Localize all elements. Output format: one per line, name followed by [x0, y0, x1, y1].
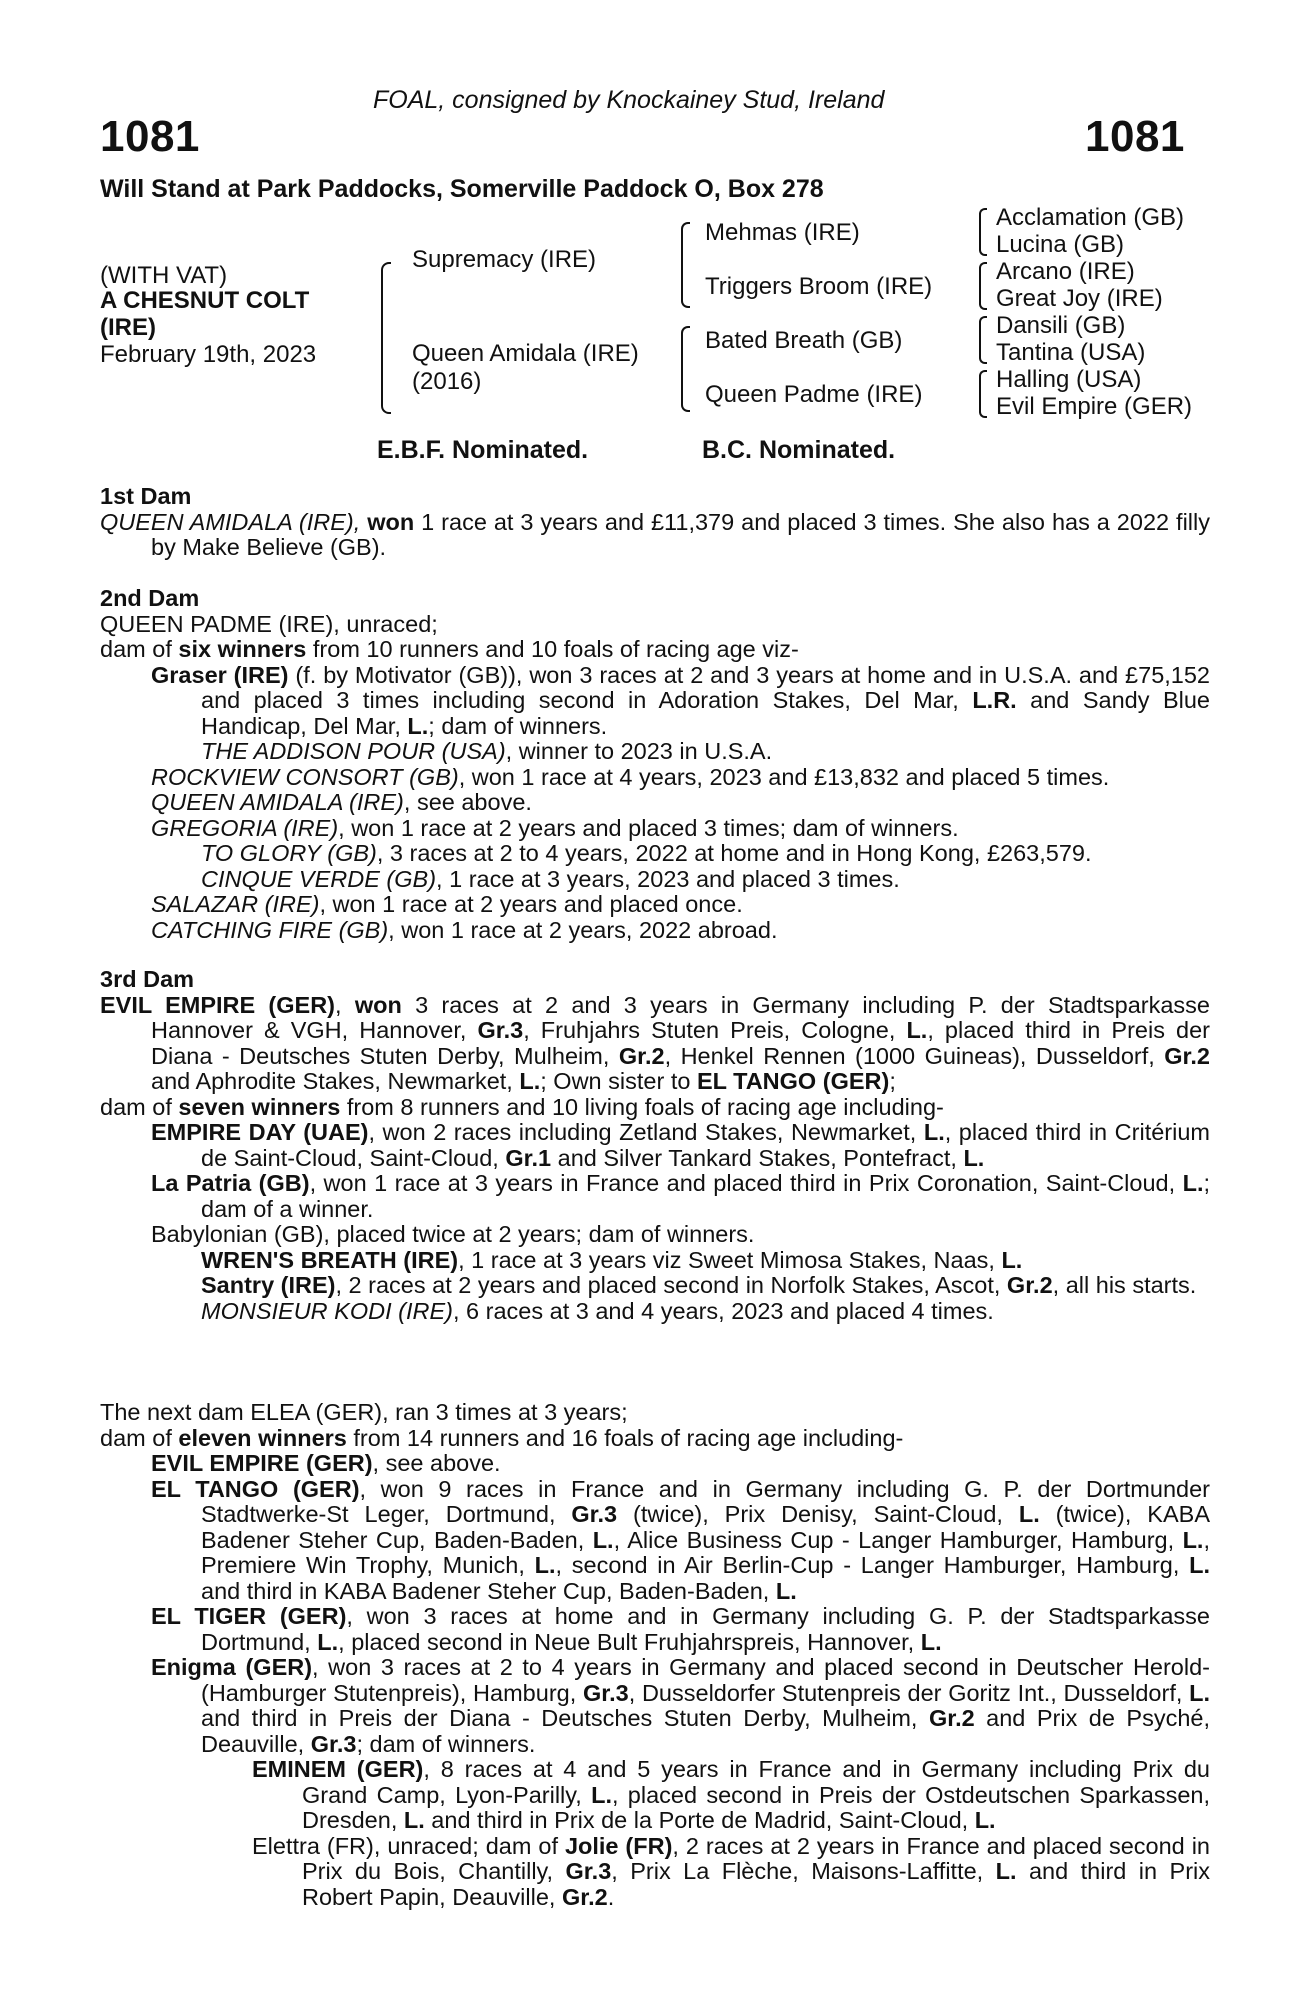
dam-of-text: dam of — [100, 636, 179, 662]
ancestor-3: Arcano (IRE) — [996, 258, 1135, 285]
tango-text-d: , Alice Business Cup - Langer Hamburger, Hamburg, — [613, 1526, 1183, 1553]
ancestor-8: Evil Empire (GER) — [996, 393, 1193, 420]
patria-name: La Patria (GB) — [151, 1170, 310, 1196]
enigma-l: L. — [1189, 1679, 1210, 1706]
bc-nomination: B.C. Nominated. — [702, 436, 896, 464]
sire-dam: Triggers Broom (IRE) — [705, 273, 933, 300]
dam-name: Queen Amidala (IRE) — [412, 340, 639, 367]
tango-text-f: , second in Air Berlin-Cup - Langer Hamburger, Hamburg, — [555, 1552, 1190, 1578]
santry-name: Santry (IRE) — [201, 1272, 336, 1298]
produce-el-tiger — [100, 1604, 1210, 1655]
first-dam-name: QUEEN AMIDALA (IRE), — [100, 508, 361, 535]
pedigree-brace-g3 — [979, 316, 987, 364]
empire-text-3: and Silver Tankard Stakes, Pontefract, — [551, 1144, 964, 1171]
rockview-text: , won 1 race at 4 years, 2023 and £13,832 and placed 5 times. — [458, 763, 1110, 790]
evil-name: EVIL EMPIRE (GER) — [151, 1450, 373, 1476]
third-dam-text-4: , Henkel Rennen (1000 Guineas), Dusseldorf, — [664, 1042, 1165, 1069]
consignment-line: FOAL, consigned by Knockainey Stud, Ireland — [373, 86, 885, 114]
horse-origin: (IRE) — [100, 314, 156, 341]
enigma-name: Enigma (GER) — [151, 1654, 313, 1680]
wren-text: , 1 race at 3 years viz Sweet Mimosa Stakes, Naas, — [458, 1246, 1002, 1273]
enigma-gr3b: Gr.3 — [310, 1730, 357, 1757]
second-dam-intro: QUEEN PADME (IRE), unraced; — [100, 610, 438, 637]
ebf-nomination: E.B.F. Nominated. — [377, 436, 589, 464]
graser-name: Graser (IRE) — [151, 661, 289, 688]
dam-of-text: dam of — [100, 1424, 179, 1451]
produce-monsieur-kodi — [100, 1299, 1210, 1325]
santry-text: , 2 races at 2 years and placed second in Norfolk Stakes, Ascot, — [335, 1272, 1007, 1298]
tango-text-a: , won 9 races in France and in Germany including G. P. der Dortmunder Stadtwerke-St Leger, Dortmund, — [201, 1475, 1210, 1527]
third-dam-text-6: ; Own sister to — [540, 1068, 697, 1094]
cinque-text: , 1 race at 3 years, 2023 and placed 3 times. — [436, 865, 900, 892]
third-dam-l1: L. — [906, 1017, 928, 1043]
produce-elettra — [100, 1834, 1210, 1911]
enigma-text-a: , won 3 races at 2 to 4 years in Germany and placed second in Deutscher Herold-(Hamburger Stutenpreis), Hamburg, — [201, 1654, 1210, 1706]
enigma-text-d: and Prix de Psyché, Deauville, — [201, 1705, 1210, 1757]
addison-name: THE ADDISON POUR (USA) — [201, 738, 506, 764]
runners-text: from 8 runners and 10 living foals of racing age including- — [340, 1093, 944, 1120]
tango-text-c: (twice), KABA Badener Steher Cup, Baden-Baden, — [201, 1501, 1210, 1553]
eminem-text-a: , 8 races at 4 and 5 years in France and in Germany including Prix du Grand Camp, Lyon-Parilly, — [302, 1756, 1210, 1808]
first-dam-section — [100, 484, 1210, 561]
first-dam-entry — [100, 510, 1210, 561]
tango-l2: L. — [592, 1526, 614, 1553]
produce-empire-day — [100, 1120, 1210, 1171]
pedigree-brace-g2 — [979, 262, 987, 310]
third-dam-gr3: Gr.3 — [477, 1017, 524, 1043]
eminem-text-c: and third in Prix de la Porte de Madrid, Saint-Cloud, — [424, 1807, 975, 1833]
salazar-name: SALAZAR (IRE) — [151, 891, 320, 917]
pedigree-brace-g1 — [979, 208, 987, 256]
produce-rockview — [100, 765, 1210, 791]
eminem-l1: L. — [591, 1781, 612, 1808]
elettra-l: L. — [995, 1858, 1017, 1884]
ancestor-5: Dansili (GB) — [996, 312, 1126, 339]
eminem-text-b: , placed second in Preis der Ostdeutschen Sparkassen, Dresden, — [302, 1781, 1211, 1833]
tiger-name: EL TIGER (GER) — [151, 1603, 347, 1629]
patria-text-2: ; dam of a winner. — [201, 1170, 1211, 1222]
third-dam-comma: , — [335, 991, 342, 1018]
produce-el-tango — [100, 1477, 1210, 1605]
stand-location: Will Stand at Park Paddocks, Somerville Paddock O, Box 278 — [100, 175, 824, 203]
third-dam-entry — [100, 993, 1210, 1095]
produce-graser — [100, 663, 1210, 740]
kodi-text: , 6 races at 3 and 4 years, 2023 and placed 4 times. — [452, 1297, 994, 1324]
produce-enigma — [100, 1655, 1210, 1757]
tango-text-g: and third in KABA Badener Steher Cup, Baden-Baden, — [201, 1577, 776, 1604]
third-dam-won: won — [354, 991, 402, 1018]
enigma-text-b: , Dusseldorfer Stutenpreis der Goritz Int., Dusseldorf, — [628, 1679, 1190, 1706]
ancestor-2: Lucina (GB) — [996, 231, 1125, 258]
winners-count: seven winners — [178, 1093, 341, 1120]
wren-name: WREN'S BREATH (IRE) — [201, 1246, 459, 1273]
amidala-text: , see above. — [403, 789, 532, 815]
empire-text-2: , placed third in Critérium de Saint-Cloud, Saint-Cloud, — [201, 1119, 1210, 1171]
empire-l1: L. — [923, 1119, 945, 1145]
next-dam-intro: The next dam ELEA (GER), ran 3 times at 3 years; — [100, 1399, 628, 1425]
rockview-name: ROCKVIEW CONSORT (GB) — [151, 763, 459, 790]
elettra-text-a: Elettra (FR), unraced; dam of — [252, 1832, 565, 1859]
produce-wrens-breath — [100, 1248, 1210, 1274]
third-dam-produce-summary — [100, 1095, 1210, 1121]
second-dam-section — [100, 586, 1210, 943]
catching-text: , won 1 race at 2 years, 2022 abroad. — [388, 916, 778, 943]
produce-toglory — [100, 841, 1210, 867]
wren-l: L. — [1001, 1246, 1023, 1273]
amidala-name: QUEEN AMIDALA (IRE) — [151, 789, 404, 815]
graser-l: L. — [407, 712, 429, 739]
eminem-l3: L. — [974, 1807, 996, 1833]
dam-sire: Bated Breath (GB) — [705, 327, 903, 354]
pedigree-brace-dam — [681, 326, 690, 412]
tango-gr3: Gr.3 — [571, 1501, 618, 1527]
pedigree-brace-sire — [681, 222, 690, 308]
produce-evil-empire — [100, 1451, 1210, 1477]
third-dam-text-1: 3 races at 2 and 3 years in Germany including P. der Stadtsparkasse Hannover & VGH, Hannover, — [151, 991, 1210, 1043]
graser-text: (f. by Motivator (GB)), won 3 races at 2 and 3 years at home and in U.S.A. and £75,152 and placed 3 times including second in Adoration Stakes, Del Mar, — [201, 661, 1210, 713]
lot-number-left: 1081 — [100, 112, 200, 161]
third-dam-section — [100, 967, 1210, 1324]
produce-amidala — [100, 790, 1210, 816]
produce-addison — [100, 739, 1210, 765]
graser-text-2: and Sandy Blue Handicap, Del Mar, — [201, 687, 1210, 739]
produce-la-patria — [100, 1171, 1210, 1222]
vat-label: (WITH VAT) — [100, 262, 228, 289]
first-dam-won: won — [367, 508, 415, 535]
runners-text: from 14 runners and 16 foals of racing age including- — [346, 1424, 904, 1451]
tango-text-b: (twice), Prix Denisy, Saint-Cloud, — [617, 1501, 1019, 1527]
produce-babylonian: Babylonian (GB), placed twice at 2 years; dam of winners. — [151, 1221, 755, 1247]
santry-text-2: , all his starts. — [1052, 1272, 1197, 1298]
tiger-l2: L. — [920, 1628, 942, 1655]
tango-name: EL TANGO (GER) — [151, 1475, 360, 1502]
graser-text-3: ; dam of winners. — [428, 712, 608, 739]
kodi-name: MONSIEUR KODI (IRE) — [201, 1297, 453, 1324]
third-dam-text-2: , Fruhjahrs Stuten Preis, Cologne, — [523, 1017, 907, 1043]
catching-name: CATCHING FIRE (GB) — [151, 916, 389, 943]
third-dam-text-3: , placed third in Preis der Diana - Deutsches Stuten Derby, Mulheim, — [151, 1017, 1210, 1069]
produce-catching — [100, 918, 1210, 944]
next-dam-produce-summary — [100, 1426, 1210, 1452]
dam-of-text: dam of — [100, 1093, 179, 1120]
winners-count: six winners — [178, 636, 307, 662]
tiger-text-b: , placed second in Neue Bult Fruhjahrspreis, Hannover, — [338, 1628, 921, 1655]
elettra-text-e: . — [607, 1883, 615, 1910]
winners-count: eleven winners — [178, 1424, 347, 1451]
enigma-gr3a: Gr.3 — [582, 1679, 629, 1706]
produce-eminem — [100, 1757, 1210, 1834]
pedigree-brace-g4 — [979, 370, 987, 418]
produce-cinque — [100, 867, 1210, 893]
enigma-gr2: Gr.2 — [928, 1705, 975, 1731]
empire-text: , won 2 races including Zetland Stakes, Newmarket, — [368, 1119, 924, 1145]
patria-l: L. — [1182, 1170, 1204, 1196]
produce-santry — [100, 1273, 1210, 1299]
evil-text: , see above. — [372, 1450, 501, 1476]
toglory-text: , 3 races at 2 to 4 years, 2022 at home and in Hong Kong, £263,579. — [376, 840, 1092, 866]
first-dam-text: 1 race at 3 years and £11,379 and placed 3 times. She also has a 2022 filly by Make Believe (GB). — [151, 508, 1210, 560]
foaling-date: February 19th, 2023 — [100, 341, 317, 368]
third-dam-l2: L. — [519, 1068, 541, 1094]
toglory-name: TO GLORY (GB) — [201, 840, 377, 866]
patria-text: , won 1 race at 3 years in France and placed third in Prix Coronation, Saint-Cloud, — [309, 1170, 1183, 1196]
produce-gregoria — [100, 816, 1210, 842]
first-dam-heading: 1st Dam — [100, 483, 192, 509]
next-dam-section — [100, 1400, 1210, 1910]
runners-text: from 10 runners and 10 foals of racing age viz- — [306, 636, 799, 662]
empire-gr1: Gr.1 — [505, 1144, 552, 1171]
eminem-l2: L. — [403, 1807, 425, 1833]
horse-name: A CHESNUT COLT — [100, 287, 310, 314]
jolie-name: Jolie (FR) — [564, 1832, 673, 1859]
third-dam-gr2b: Gr.2 — [1164, 1042, 1210, 1069]
sire-name: Supremacy (IRE) — [412, 246, 597, 273]
tango-l3: L. — [1182, 1526, 1204, 1553]
pedigree-brace-main — [381, 262, 391, 414]
empire-l2: L. — [963, 1144, 985, 1171]
produce-salazar — [100, 892, 1210, 918]
ancestor-6: Tantina (USA) — [996, 339, 1146, 366]
tango-l1: L. — [1018, 1501, 1040, 1527]
tango-l6: L. — [775, 1577, 797, 1604]
santry-gr2: Gr.2 — [1006, 1272, 1053, 1298]
elettra-gr2: Gr.2 — [561, 1883, 608, 1910]
gregoria-name: GREGORIA (IRE) — [151, 814, 339, 841]
elettra-text-d: and third in Prix Robert Papin, Deauville, — [302, 1858, 1210, 1910]
elettra-gr3: Gr.3 — [565, 1858, 612, 1884]
tiger-text-a: , won 3 races at home and in Germany including G. P. der Stadtsparkasse Dortmund, — [201, 1603, 1210, 1655]
salazar-text: , won 1 race at 2 years and placed once. — [319, 891, 743, 917]
third-dam-text-5: and Aphrodite Stakes, Newmarket, — [151, 1068, 520, 1094]
gregoria-text: , won 1 race at 2 years and placed 3 times; dam of winners. — [338, 814, 959, 841]
ancestor-1: Acclamation (GB) — [996, 204, 1185, 231]
third-dam-gr2a: Gr.2 — [618, 1042, 665, 1069]
third-dam-name: EVIL EMPIRE (GER) — [100, 991, 336, 1018]
ancestor-7: Halling (USA) — [996, 366, 1142, 393]
second-dam-heading: 2nd Dam — [100, 585, 200, 611]
empire-name: EMPIRE DAY (UAE) — [151, 1119, 369, 1145]
enigma-text-e: ; dam of winners. — [356, 1730, 536, 1757]
tiger-l1: L. — [317, 1628, 339, 1655]
third-dam-text-7: ; — [889, 1068, 896, 1094]
dam-year: (2016) — [412, 368, 482, 395]
elettra-text-b: , 2 races at 2 years in France and placed second in Prix du Bois, Chantilly, — [302, 1832, 1210, 1884]
tango-l5: L. — [1189, 1552, 1210, 1578]
third-dam-heading: 3rd Dam — [100, 966, 195, 992]
cinque-name: CINQUE VERDE (GB) — [201, 865, 437, 892]
third-dam-sister: EL TANGO (GER) — [696, 1068, 890, 1094]
second-dam-produce-summary — [100, 637, 1210, 663]
tango-l4: L. — [534, 1552, 556, 1578]
ancestor-4: Great Joy (IRE) — [996, 285, 1163, 312]
tango-text-e: , Premiere Win Trophy, Munich, — [201, 1526, 1210, 1578]
enigma-text-c: and third in Preis der Diana - Deutsches Stuten Derby, Mulheim, — [201, 1705, 929, 1731]
eminem-name: EMINEM (GER) — [252, 1756, 424, 1782]
elettra-text-c: , Prix La Flèche, Maisons-Laffitte, — [611, 1858, 996, 1884]
sire-sire: Mehmas (IRE) — [705, 219, 860, 246]
lot-number-right: 1081 — [1085, 112, 1185, 161]
dam-dam: Queen Padme (IRE) — [705, 381, 923, 408]
addison-text: , winner to 2023 in U.S.A. — [505, 738, 773, 764]
graser-lr: L.R. — [972, 687, 1017, 713]
